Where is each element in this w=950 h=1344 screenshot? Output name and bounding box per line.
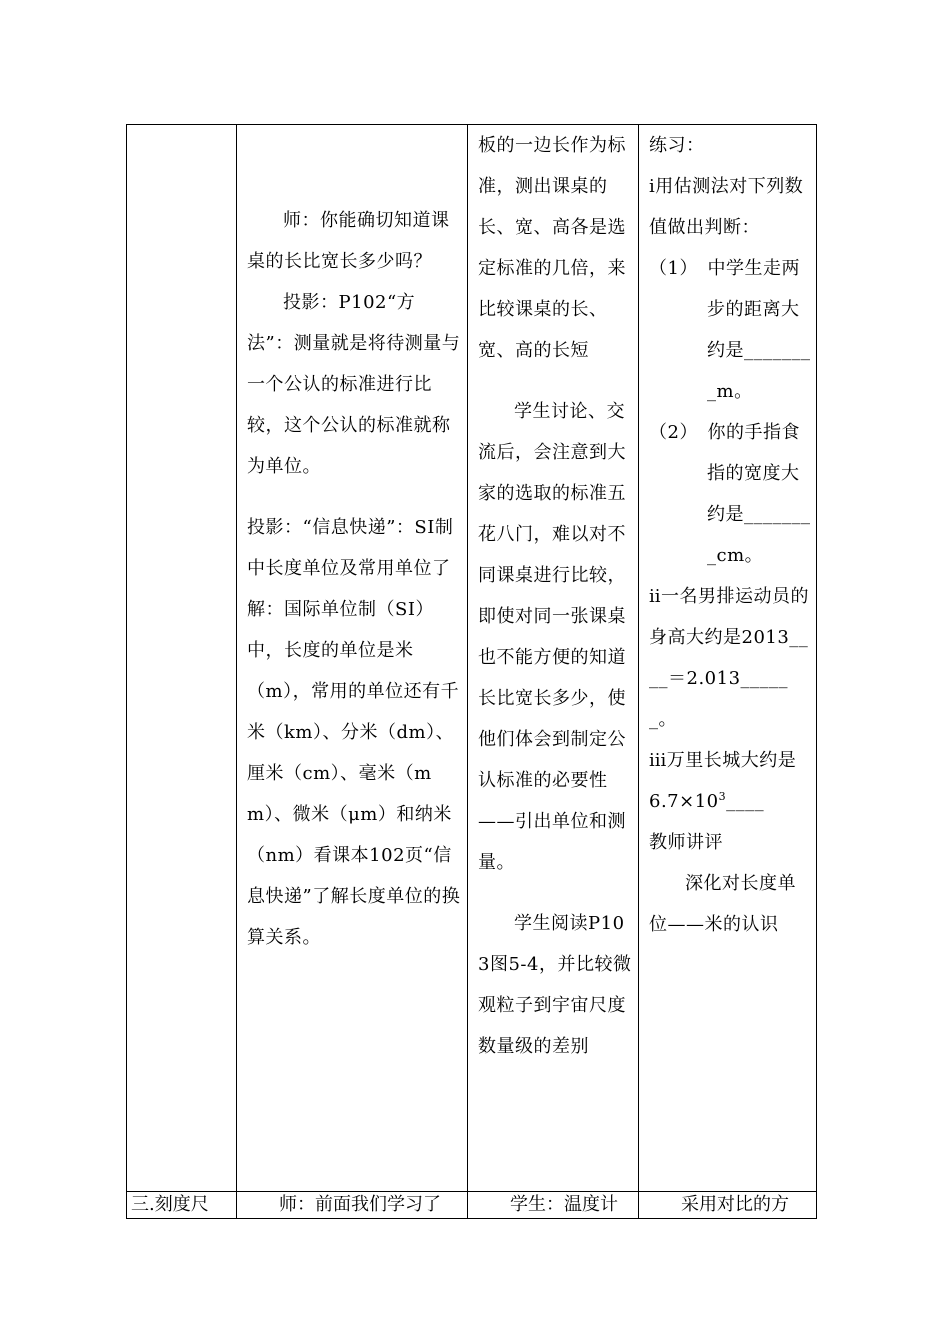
student-measure-text: 板的一边长作为标准，测出课桌的长、宽、高各是选定标准的几倍，来比较课桌的长、宽、高的长短	[478, 135, 626, 361]
exercise-heading: 练习：	[649, 135, 705, 156]
teacher-review: 教师讲评	[649, 832, 723, 853]
exercise-q1: （1） 中学生走两步的距离大约是________m。	[649, 258, 811, 402]
design-text: 采用对比的方	[681, 1194, 789, 1215]
teacher-question: 师：你能确切知道课桌的长比宽长多少吗？	[247, 210, 450, 272]
exercise-iii-blank: ____	[726, 791, 765, 812]
teacher-text: 师：前面我们学习了	[279, 1194, 441, 1215]
stage-cell	[127, 125, 237, 1192]
student-activity-cell	[468, 1192, 639, 1219]
design-intent-cell	[639, 1192, 817, 1219]
unit-understanding: 深化对长度单位——米的认识	[649, 873, 796, 935]
student-text: 学生：温度计	[510, 1194, 618, 1215]
lesson-table	[126, 124, 817, 1219]
exponent: 3	[718, 790, 727, 803]
exercise-iii-text: ⅲ万里长城大约是6.7×10	[649, 750, 797, 812]
teacher-activity-cell	[237, 125, 468, 1192]
exercise-ii: ⅱ一名男排运动员的身高大约是2013____＝2.013______。	[649, 586, 810, 730]
projection-method: 投影：P102“方法”：测量就是将待测量与一个公认的标准进行比较，这个公认的标准就称为单位。	[247, 292, 461, 477]
design-intent-cell	[639, 125, 817, 1192]
exercise-iii	[649, 740, 812, 822]
table-row	[127, 125, 817, 1192]
teacher-activity-cell	[237, 1192, 468, 1219]
exercise-i: ⅰ用估测法对下列数值做出判断：	[649, 176, 804, 238]
student-reading-text: 学生阅读P103图5-4，并比较微观粒子到宇宙尺度数量级的差别	[478, 913, 632, 1057]
stage-label: 三.刻度尺	[131, 1194, 209, 1215]
projection-info-express: 投影：“信息快递”：SI制中长度单位及常用单位了解：国际单位制（SI）中，长度的单位是米（m），常用的单位还有千米（km）、分米（dm）、厘米（cm）、毫米（mm）、微米（μm）和纳米（nm）看课本102页“信息快递”了解长度单位的换算关系。	[247, 517, 461, 948]
student-activity-cell	[468, 125, 639, 1192]
stage-cell	[127, 1192, 237, 1219]
student-discussion-text: 学生讨论、交流后，会注意到大家的选取的标准五花八门，难以对不同课桌进行比较，即使对同一张课桌也不能方便的知道长比宽长多少，使他们体会到制定公认标准的必要性——引出单位和测量。	[478, 401, 626, 873]
table-row	[127, 1192, 817, 1219]
exercise-q2: （2） 你的手指食指的宽度大约是________cm。	[649, 422, 811, 566]
